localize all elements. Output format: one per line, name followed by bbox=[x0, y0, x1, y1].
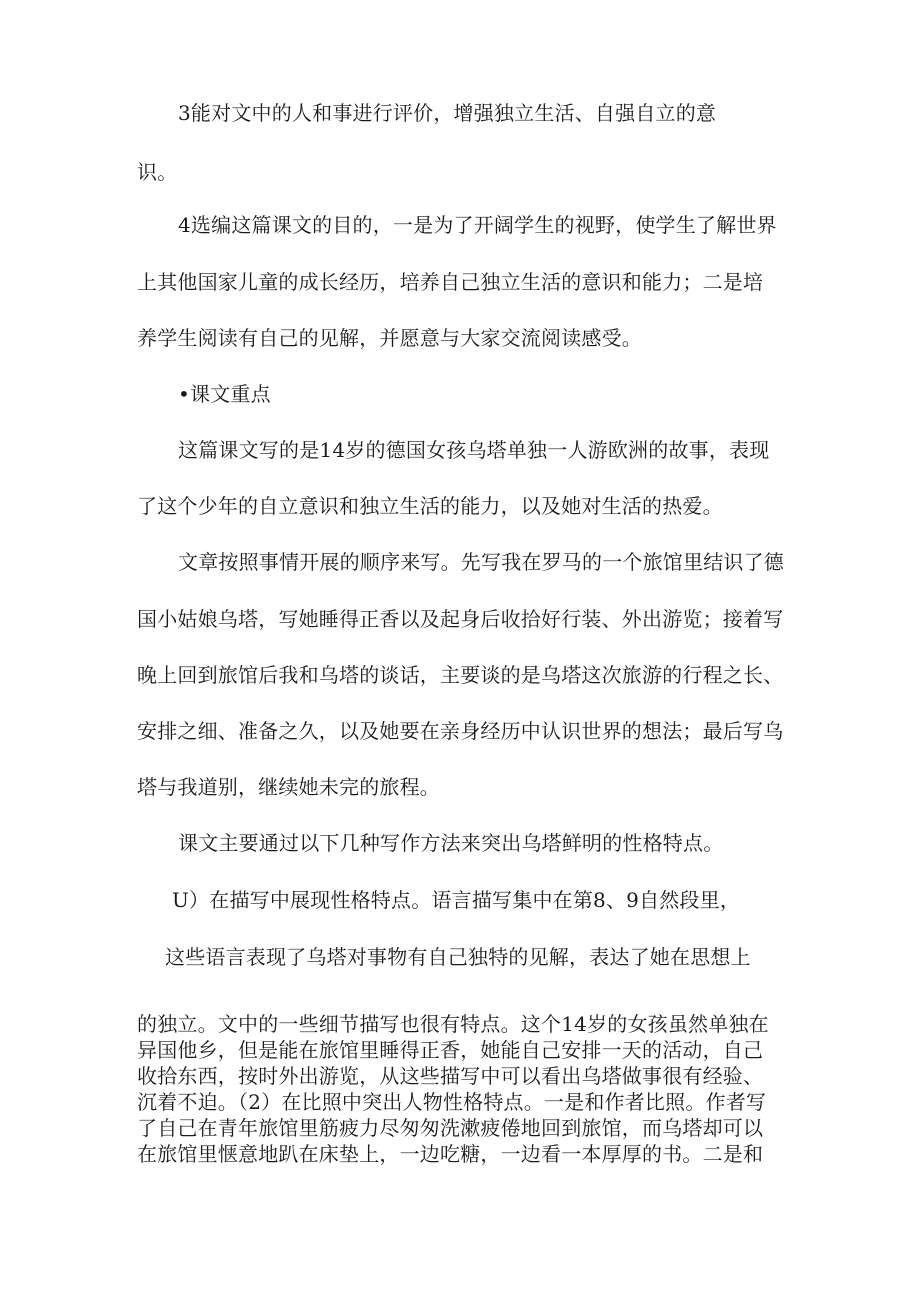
text-line-12: 安排之细、准备之久，以及她要在亲身经历中认识世界的想法；最后写乌 bbox=[137, 719, 784, 743]
text-line-10: 国小姑娘乌塔，写她睡得正香以及起身后收拾好行装、外出游览；接着写 bbox=[137, 607, 784, 631]
text-line-20: 沉着不迫。（2）在比照中突出人物性格特点。一是和作者比照。作者写 bbox=[137, 1090, 767, 1114]
text-line-21: 了自己在青年旅馆里筋疲力尽匆匆洗漱疲倦地回到旅馆，而乌塔却可以 bbox=[137, 1116, 764, 1140]
text-line-9: 文章按照事情开展的顺序来写。先写我在罗马的一个旅馆里结识了德 bbox=[178, 550, 784, 574]
text-line-3: 4选编这篇课文的目的，一是为了开阔学生的视野，使学生了解世界 bbox=[178, 213, 777, 237]
text-line-1: 3能对文中的人和事进行评价，增强独立生活、自强自立的意 bbox=[178, 101, 717, 125]
section-heading: •课文重点 bbox=[178, 382, 271, 406]
text-line-8: 了这个少年的自立意识和独立生活的能力，以及她对生活的热爱。 bbox=[137, 494, 723, 518]
text-line-5: 养学生阅读有自己的见解，并愿意与大家交流阅读感受。 bbox=[137, 326, 642, 350]
text-line-19: 收拾东西，按时外出游览，从这些描写中可以看出乌塔做事很有经验、 bbox=[137, 1064, 764, 1088]
text-line-16: 这些语言表现了乌塔对事物有自己独特的见解，表达了她在思想上 bbox=[165, 945, 751, 969]
text-line-2: 识。 bbox=[137, 160, 178, 184]
text-line-14: 课文主要通过以下几种写作方法来突出乌塔鲜明的性格特点。 bbox=[178, 831, 724, 855]
text-line-22: 在旅馆里惬意地趴在床垫上，一边吃糖，一边看一本厚厚的书。二是和 bbox=[137, 1142, 764, 1166]
text-line-18: 异国他乡，但是能在旅馆里睡得正香，她能自己安排一天的活动，自己 bbox=[137, 1038, 764, 1062]
text-line-15: U）在描写中展现性格特点。语言描写集中在第8、9自然段里， bbox=[172, 888, 741, 912]
text-line-4: 上其他国家儿童的成长经历，培养自己独立生活的意识和能力；二是培 bbox=[137, 270, 764, 294]
text-line-11: 晚上回到旅馆后我和乌塔的谈话，主要谈的是乌塔这次旅游的行程之长、 bbox=[137, 663, 784, 687]
text-line-17: 的独立。文中的一些细节描写也很有特点。这个14岁的女孩虽然单独在 bbox=[137, 1012, 769, 1036]
text-line-7: 这篇课文写的是14岁的德国女孩乌塔单独一人游欧洲的故事，表现 bbox=[178, 438, 770, 462]
text-line-13: 塔与我道别，继续她未完的旅程。 bbox=[137, 775, 440, 799]
